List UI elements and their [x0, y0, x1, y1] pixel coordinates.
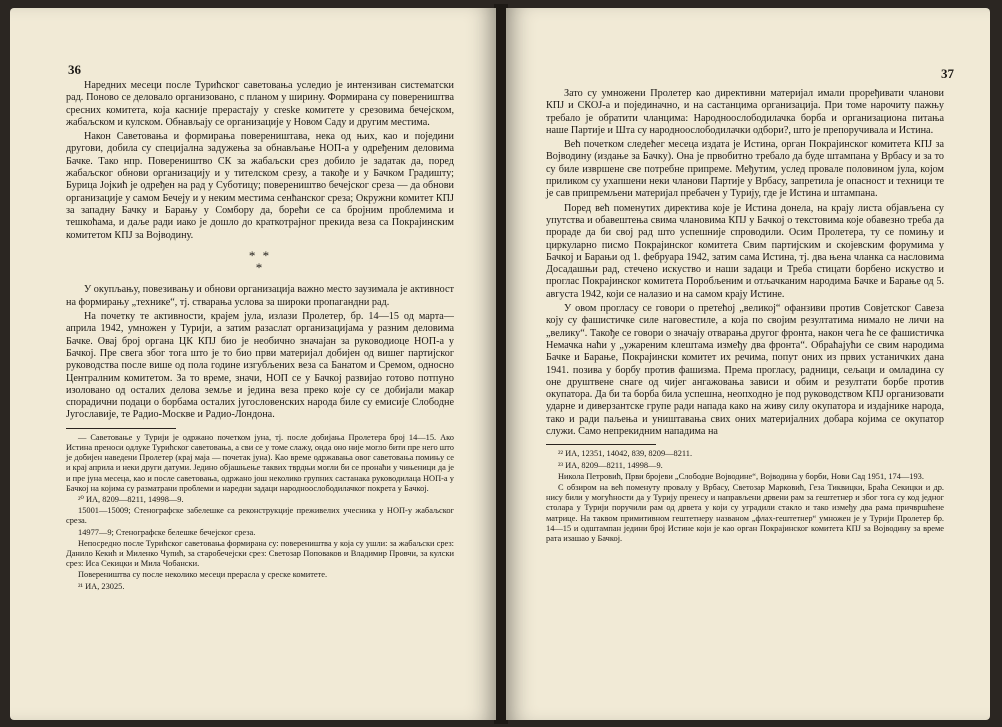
- footnote: Никола Петровић, Први бројеви „Слободне Војводине“, Војводина у борби, Нови Сад 1951, 174—193.: [558, 471, 924, 481]
- footnote-divider: [546, 444, 656, 445]
- footnote: — Саветовање у Турији је одржано почетком јуна, тј. после добијања Пролетера број 14—15. Ако Истина преноси одлуке Турићског саветовања, а сви се у томе слажу, онда оно није могло бити пре него што је добијен наведени Пролетер (крај маја — почетак јуна). Као време одржавања овог саветовања помињу се и крај априла и неки други датуми. Једино објашњење таквих тврдњи могли би се пронаћи у чињеници да је и пре јуна месеца, као и после саветовања, одржано још неколико групних састанака руководилаца НОП-а у Бачкој на којима су разматрани проблеми и наредни задаци народноослободилачког покрета у Бачкој.: [66, 432, 454, 493]
- paragraph: Поред већ поменутих директива које је Истина донела, на крају листа објављена су упутства и обавештења свима члановима КПЈ у Бачкој о текстовима које обавезно треба да прораде да би свој рад што успешније спроводили. Осим Пролетера, ту се помињу и циркуларно писмо Покрајинског комитета Свим партијским и скојевским форумима у Бачкој и Барањи од 1. фебруара 1942, затим сама Истина, тј. два њена чланка са насловима Досадашњи рад, стечено искуство и наши задаци и Треба стицати борбено искуство и проглас Покрајинског комитета Поробљеним и отљачканим народима Бачке и Барање од 5. августа 1942, који се налазио и на самом крају Истине.: [546, 202, 944, 300]
- paragraph: Наредних месеци после Турићског саветовања уследио је интензиван систематски рад. Поново се деловало организовано, с планом у ширину. Формирана су повереништва сресних комитета, која касније прерастају у сreske комитете у срезовима бечејском, жабаљском и кулском. Обнављају се организације у Новом Саду и другим местима.: [66, 80, 454, 128]
- right-page: [506, 8, 990, 720]
- paragraph: Већ почетком следећег месеца издата је Истина, орган Покрајинског комитета КПЈ за Војводину (издање за Бачку). Она је првобитно требало да буде штампана у Врбасу и за то су биле извршене све потребне припреме. Међутим, услед провале половином јула, којом приликом су ухапшени неки чланови Партије у Врбасу, запретила је опасност и техници те је сав припремљени материјал пребачен у Турију, где је Истина и штампана.: [546, 139, 944, 200]
- footnote: Повереништва су после неколико месеци прерасла у среске комитете.: [78, 570, 328, 580]
- page-number-left: 36: [68, 62, 81, 77]
- left-page-text: [66, 80, 454, 593]
- paragraph: На почетку те активности, крајем јула, излази Пролетер, бр. 14—15 од марта—априла 1942, умножен у Турији, а затим разаслат организацијама у разним деловима Бачке. Овај број органа ЦК КПЈ био је необично значајан за руководиоце НОП-а у Бачкој. Пре свега због тога што је то био први материјал добијен од вишег партијског руководства после више од пола године изгубљених веза са Банатом и Сремом, односно Централним комитетом. За то време, значи, НОП се у Бачкој развијао готово потпуно изоловано од осталих делова земље и једина веза преко које су се добијали макар спорадични подаци о борбама осталих југословенских народа биле су емисије Слободне Југославије, те Радио-Москве и Радио-Лондона.: [66, 311, 454, 421]
- footnote: ²¹ ИА, 23025.: [78, 581, 125, 591]
- footnote-divider: [66, 428, 176, 429]
- footnote: ²⁰ ИА, 8209—8211, 14998—9.: [78, 494, 184, 504]
- footnote: ²² ИА, 12351, 14042, 839, 8209—8211.: [558, 449, 693, 459]
- paragraph: У окупљању, повезивању и обнови организација важно место заузимала је активност на формирању „технике“, тј. стварања услова за широки пропагандни рад.: [66, 284, 454, 308]
- footnote: 15001—15009; Стенографске забелешке са реконструкције преживелих учесника у НОП-у жабаљског среза.: [66, 506, 454, 526]
- right-page-text: [546, 88, 944, 545]
- page-number-right: 37: [941, 66, 954, 81]
- footnote: С обзиром на већ поменуту провалу у Врбасу, Светозар Марковић, Геза Тиквицки, Браћа Секицки и др. нису били у могућности да у Турију пренесу и направљени дрвени рам за гештетнер и због тога су код једног столара у Турији поручили рам од дрвета у који су уградили стакло и тако између два рама причвршћене матрице. На таквом примитивном гештетнеру названом „флах-гештетнер“ умножен је у Турији Пролетер бр. 14—15 и одштампан једини број Истине који је као орган Покрајинског комитета КПЈ за Војводину за време рата изашао у Бачкој.: [546, 482, 944, 543]
- paragraph: У овом прогласу се говори о претећој „великој“ офанзиви против Совјетског Савеза коју су фашистичке силе наговестиле, а која по својим резултатима нимало не личи на „велику“. Такође се говори о значају отварања другог фронта, након чега ће се фашистичка Немачка наћи у „ужареним клештама између два фронта“. Обраћајући се свим народима Бачке и Барање, Покрајински комитет их речима, попут оних из првих устаничких дана 1941. позива у борбу против фашизма. Према прогласу, радници, сељаци и омладина су оне друштвене снаге од чијег ангажовања зависи и обим и резултати борбе против окупатора. Да би та борба била успешна, неопходно је под руководством КПЈ организовати ударне и диверзантске групе ради напада како на живу силу окупатора и издајнике народа, тако и ради паљења и уништавања свих оних материјалних добара којима се окупатор служи. Само непрекидним нападима на: [546, 303, 944, 438]
- paragraph: Зато су умножени Пролетер као директивни материјал имали проређивати чланови КПЈ и СКОЈ-а и појединачно, и на састанцима организација. При томе нарочиту пажњу требало је обратити чланцима: Народноослободилачка борба и организациона питања наше Партије и Шта су народноослободилачки одбори?, што је препоручивала и Истина.: [546, 88, 944, 136]
- footnote: 14977—9; Стенографске белешке бечејског среза.: [78, 527, 256, 537]
- section-separator-stars: * * *: [248, 247, 272, 276]
- paragraph: Након Саветовања и формирања повереништава, нека од њих, као и поједини другови, добила су специјална задужења за обнављање НОП-а у одређеним деловима Бачке. Тако нпр. Повереништво СК за жабаљски срез добило је задатак да, поред жабаљског обнови организацију и у тителском срезу, а такође и у Бачком Градишту; Бурица Јојкић је одређен на рад у Суботицу; повереништво бечејског среза — да обнови организације у самом Бечеју и у неким местима сенћанског среза; Окружни комитет КПЈ за западну Бачку и Барању у Сомбору да, борећи се са бројним проблемима и тешкоћама, и даље ради иако је дошло до краткотрајног прекида веза са Покрајинским комитетом КПЈ за Војводину.: [66, 131, 454, 241]
- left-page: [10, 8, 496, 720]
- footnote: ²³ ИА, 8209—8211, 14998—9.: [558, 460, 663, 470]
- footnote: Непосредно после Турићског саветовања формирана су: повереништва у која су ушли: за жабаљски срез: Данило Кекић и Миленко Чупић, за старобечејски срез: Светозар Поповаков и Владимир Провчи, за кулски срез: Иса Секицки и Мила Чобански.: [66, 538, 454, 569]
